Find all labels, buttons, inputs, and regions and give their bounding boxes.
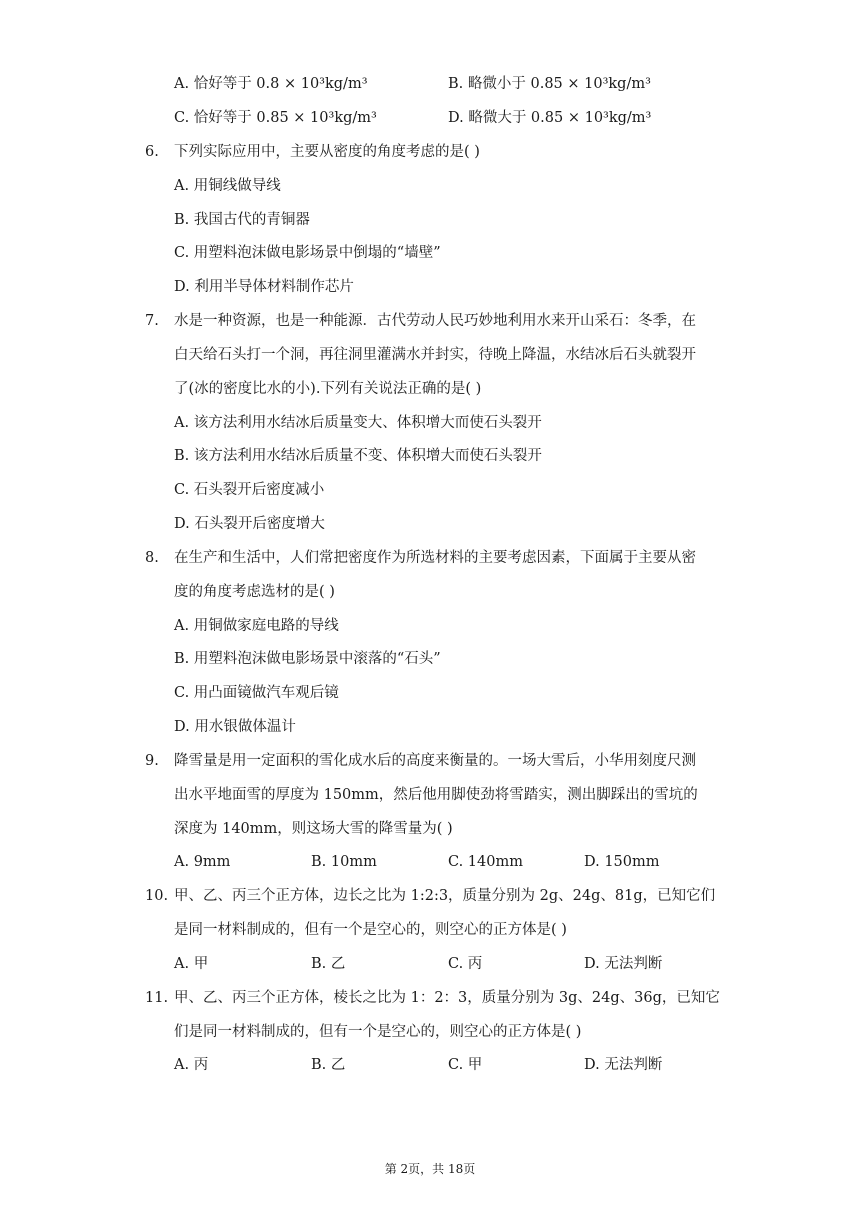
q7-option-c: C. 石头裂开后密度减小 [174,482,325,498]
q11-option-a: A. 丙 [174,1057,209,1073]
q9-option-c: C. 140mm [448,854,523,870]
question-stem-line: 度的角度考虑选材的是( ) [174,584,335,600]
q10-option-b: B. 乙 [311,956,346,972]
question-stem-line: 出水平地面雪的厚度为 150mm，然后他用脚使劲将雪踏实，测出脚踩出的雪坑的 [174,787,698,803]
q5-option-c: C. 恰好等于 0.85 × 10³kg/m³ [174,110,377,126]
question-stem-line: 们是同一材料制成的，但有一个是空心的，则空心的正方体是( ) [174,1024,582,1040]
question-stem-line: 下列实际应用中，主要从密度的角度考虑的是( ) [174,144,480,160]
q5-option-a: A. 恰好等于 0.8 × 10³kg/m³ [174,76,368,92]
question-stem-line: 甲、乙、丙三个正方体，边长之比为 1:2:3，质量分别为 2g、24g、81g，已知它们 [174,888,716,904]
q8-option-d: D. 用水银做体温计 [174,719,296,735]
question-stem-line: 在生产和生活中，人们常把密度作为所选材料的主要考虑因素，下面属于主要从密 [174,550,696,566]
q5-option-b: B. 略微小于 0.85 × 10³kg/m³ [448,76,651,92]
q7-option-b: B. 该方法利用水结冰后质量不变、体积增大而使石头裂开 [174,448,542,464]
question-number: 8. [145,550,159,566]
q8-option-b: B. 用塑料泡沫做电影场景中滚落的“石头” [174,651,441,667]
question-stem-line: 水是一种资源，也是一种能源．古代劳动人民巧妙地利用水来开山采石：冬季，在 [174,313,696,329]
question-number: 9. [145,753,159,769]
q11-option-c: C. 甲 [448,1057,483,1073]
q9-option-b: B. 10mm [311,854,377,870]
q10-option-c: C. 丙 [448,956,483,972]
q8-option-a: A. 用铜做家庭电路的导线 [174,618,339,634]
question-stem-line: 了(冰的密度比水的小).下列有关说法正确的是( ) [174,381,482,397]
q11-option-d: D. 无法判断 [584,1057,663,1073]
q10-option-d: D. 无法判断 [584,956,663,972]
question-number: 6. [145,144,159,160]
q9-option-d: D. 150mm [584,854,660,870]
q10-option-a: A. 甲 [174,956,209,972]
question-stem-line: 甲、乙、丙三个正方体，棱长之比为 1：2：3，质量分别为 3g、24g、36g，已知它 [174,990,720,1006]
q9-option-a: A. 9mm [174,854,231,870]
q7-option-d: D. 石头裂开后密度增大 [174,516,325,532]
q6-option-b: B. 我国古代的青铜器 [174,212,310,228]
question-stem-line: 降雪量是用一定面积的雪化成水后的高度来衡量的。一场大雪后，小华用刻度尺测 [174,753,696,769]
q8-option-c: C. 用凸面镜做汽车观后镜 [174,685,339,701]
question-stem-line: 是同一材料制成的，但有一个是空心的，则空心的正方体是( ) [174,922,567,938]
question-number: 11. [145,990,169,1006]
q11-option-b: B. 乙 [311,1057,346,1073]
q6-option-c: C. 用塑料泡沫做电影场景中倒塌的“墙壁” [174,245,441,261]
q5-option-d: D. 略微大于 0.85 × 10³kg/m³ [448,110,652,126]
question-number: 10. [145,888,169,904]
q7-option-a: A. 该方法利用水结冰后质量变大、体积增大而使石头裂开 [174,415,542,431]
question-number: 7. [145,313,159,329]
question-stem-line: 深度为 140mm，则这场大雪的降雪量为( ) [174,821,453,837]
q6-option-a: A. 用铜线做导线 [174,178,281,194]
q6-option-d: D. 利用半导体材料制作芯片 [174,279,354,295]
page-footer: 第 2页，共 18页 [384,1162,476,1176]
question-stem-line: 白天给石头打一个洞，再往洞里灌满水并封实，待晚上降温，水结冰后石头就裂开 [174,347,696,363]
